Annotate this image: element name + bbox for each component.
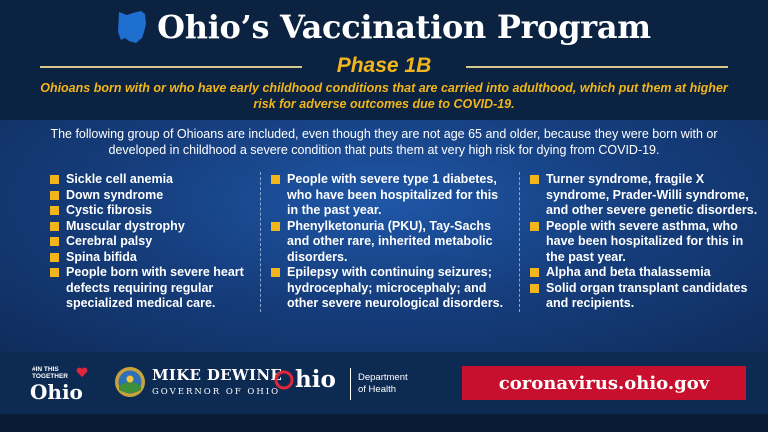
bullet-square-icon	[530, 222, 539, 231]
list-item	[530, 172, 762, 219]
list-item	[530, 281, 762, 312]
bullet-square-icon	[50, 268, 59, 277]
in-this-together-logo	[28, 364, 98, 404]
bullet-square-icon	[530, 175, 539, 184]
header	[0, 0, 768, 120]
bullet-square-icon	[50, 222, 59, 231]
column-2	[260, 172, 519, 312]
in-this-together-text: #IN THIS TOGETHER	[32, 366, 68, 380]
list-item	[271, 172, 509, 219]
bottom-strip	[0, 414, 768, 432]
list-item-text: Sickle cell anemia	[66, 172, 174, 186]
subtitle: Ohioans born with or who have early childhood conditions that are carried into adulthood, which put them at higher risk for adverse outcomes due to COVID-19.	[40, 81, 728, 111]
list-item	[530, 265, 762, 281]
bullet-square-icon	[50, 175, 59, 184]
department-of-health-logo	[274, 364, 424, 404]
bullet-square-icon	[50, 206, 59, 215]
bullet-square-icon	[530, 284, 539, 293]
bullet-square-icon	[50, 253, 59, 262]
department-text	[358, 372, 408, 396]
logo-separator	[350, 368, 351, 400]
title-row	[0, 8, 768, 46]
website-url: coronavirus.ohio.gov	[498, 372, 710, 394]
list-item-text: Solid organ transplant candidates and recipients.	[546, 280, 748, 310]
governor-name: MIKE DEWINE	[152, 366, 283, 384]
list-item	[50, 250, 250, 266]
column-3	[519, 172, 768, 312]
ohio-seal-icon	[114, 366, 146, 398]
bullet-square-icon	[530, 268, 539, 277]
heart-icon	[76, 367, 88, 378]
bullet-square-icon	[271, 268, 280, 277]
footer	[0, 352, 768, 414]
list-item-text: People with severe asthma, who have been hospitalized for this in the past year.	[546, 218, 744, 264]
list-item-text: Turner syndrome, fragile X syndrome, Prader-Willi syndrome, and other severe genetic disorders.	[546, 172, 758, 217]
governor-title: GOVERNOR OF OHIO	[152, 387, 281, 397]
ohio-state-icon	[117, 10, 147, 44]
bullet-square-icon	[271, 175, 280, 184]
list-item	[50, 203, 250, 219]
list-item	[530, 219, 762, 266]
list-item	[271, 219, 509, 266]
bullet-square-icon	[271, 222, 280, 231]
condition-list-2	[271, 172, 509, 312]
list-item-text: Epilepsy with continuing seizures; hydrocephaly; microcephaly; and other severe neurological disorders.	[287, 265, 504, 310]
page-title: Ohio’s Vaccination Program	[157, 8, 651, 46]
department-ohio-text: hio	[295, 366, 336, 393]
condition-list-1	[50, 172, 250, 312]
list-item	[271, 265, 509, 312]
phase-label: Phase 1B	[336, 54, 432, 77]
list-item	[50, 188, 250, 204]
list-item	[50, 172, 250, 188]
condition-list-3	[530, 172, 762, 312]
list-item-text: People with severe type 1 diabetes, who have been hospitalized for this in the past year.	[287, 172, 499, 217]
department-line-2: of Health	[358, 384, 397, 395]
list-item-text: Cerebral palsy	[66, 234, 153, 248]
list-item	[50, 234, 250, 250]
intro-text: The following group of Ohioans are included, even though they are not age 65 and older, because they were born with or developed in childhood a severe condition that puts them at very high risk for dying from COVID-19.	[50, 127, 718, 157]
bullet-square-icon	[50, 191, 59, 200]
condition-columns	[40, 172, 758, 312]
list-item-text: Phenylketonuria (PKU), Tay-Sachs and other rare, inherited metabolic disorders.	[287, 218, 493, 264]
list-item-text: Down syndrome	[66, 187, 164, 202]
bullet-square-icon	[50, 237, 59, 246]
list-item-text: People born with severe heart defects requiring regular specialized medical care.	[66, 265, 244, 310]
website-banner	[462, 366, 746, 400]
list-item-text: Spina bifida	[66, 249, 137, 264]
governor-logo	[152, 366, 282, 397]
content-panel	[0, 120, 768, 352]
department-line-1: Department	[358, 372, 408, 383]
list-item-text: Cystic fibrosis	[66, 203, 153, 217]
list-item	[50, 219, 250, 235]
list-item-text: Muscular dystrophy	[66, 218, 185, 233]
in-this-together-ohio: Ohio	[30, 380, 83, 404]
list-item	[50, 265, 250, 312]
list-item-text: Alpha and beta thalassemia	[546, 265, 711, 279]
column-1	[40, 172, 260, 312]
phase-row	[40, 56, 728, 76]
ohio-o-ring-icon	[274, 370, 294, 390]
